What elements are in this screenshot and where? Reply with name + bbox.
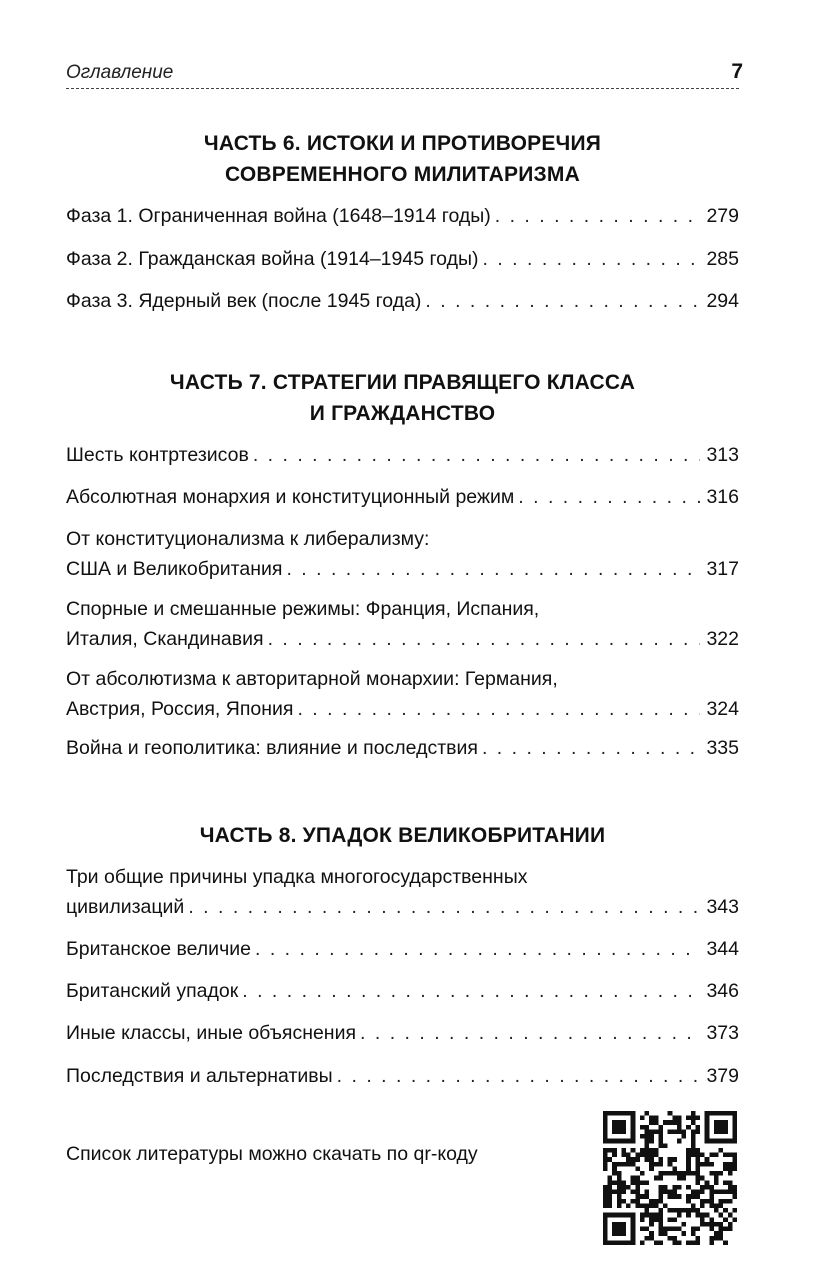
toc-entry[interactable]: [66, 286, 739, 316]
toc-entry-first-line: Спорные и смешанные режимы: Франция, Испания,: [66, 598, 540, 620]
leader-dots: [482, 733, 700, 763]
leader-dots: [495, 201, 701, 231]
qr-code-icon[interactable]: [603, 1111, 737, 1245]
leader-dots: [360, 1018, 700, 1048]
toc-entry-title: Италия, Скандинавия: [66, 628, 264, 650]
toc-entry[interactable]: [66, 733, 739, 763]
toc-entry-first-line: От конституционализма к либерализму:: [66, 528, 430, 550]
part-title-line: ЧАСТЬ 6. ИСТОКИ И ПРОТИВОРЕЧИЯ: [203, 132, 602, 155]
toc-entry-title: США и Великобритания: [66, 558, 283, 580]
toc-entry-title: цивилизаций: [66, 896, 185, 918]
toc-page-number: 324: [706, 698, 739, 720]
leader-dots: [268, 624, 701, 654]
part-7-title: [66, 367, 739, 429]
bibliography-note: Список литературы можно скачать по qr-коду: [66, 1143, 478, 1165]
toc-page-number: 343: [706, 896, 739, 918]
leader-dots: [425, 286, 700, 316]
toc-page-number: 317: [706, 558, 739, 580]
toc-entry-title: Абсолютная монархия и конституционный режим: [66, 486, 515, 508]
page-number: 7: [731, 60, 743, 83]
toc-entry-title: Австрия, Россия, Япония: [66, 698, 294, 720]
leader-dots: [297, 694, 700, 724]
toc-page-number: 279: [706, 205, 739, 227]
part-6-title: [66, 128, 739, 190]
toc-entry[interactable]: [66, 594, 739, 654]
leader-dots: [337, 1061, 701, 1091]
toc-page-number: 294: [706, 290, 739, 312]
toc-entry[interactable]: [66, 1061, 739, 1091]
toc-entry[interactable]: [66, 201, 739, 231]
toc-entry-title: Иные классы, иные объяснения: [66, 1022, 357, 1044]
leader-dots: [518, 482, 700, 512]
leader-dots: [253, 440, 701, 470]
part-title-line: СОВРЕМЕННОГО МИЛИТАРИЗМА: [225, 163, 580, 186]
toc-page-number: 313: [706, 444, 739, 466]
toc-entry-title: Фаза 3. Ядерный век (после 1945 года): [66, 290, 422, 312]
leader-dots: [242, 976, 700, 1006]
toc-entry[interactable]: [66, 934, 739, 964]
toc-page-number: 335: [706, 737, 739, 759]
toc-entry-first-line: От абсолютизма к авторитарной монархии: Германия,: [66, 668, 558, 690]
toc-entry[interactable]: [66, 664, 739, 724]
toc-entry[interactable]: [66, 862, 739, 922]
toc-page-number: 322: [706, 628, 739, 650]
toc-page-number: 316: [706, 486, 739, 508]
toc-page-number: 346: [706, 980, 739, 1002]
toc-entry[interactable]: [66, 244, 739, 274]
toc-entry-title: Последствия и альтернативы: [66, 1065, 333, 1087]
toc-entry[interactable]: [66, 440, 739, 470]
toc-page-number: 344: [706, 938, 739, 960]
toc-entry-title: Война и геополитика: влияние и последствия: [66, 737, 478, 759]
toc-entry[interactable]: [66, 482, 739, 512]
toc-entry-first-line: Три общие причины упадка многогосударственных: [66, 866, 528, 888]
leader-dots: [188, 892, 700, 922]
leader-dots: [482, 244, 700, 274]
running-title: Оглавление: [66, 62, 174, 83]
toc-entry[interactable]: [66, 524, 739, 584]
toc-entry-title: Британское величие: [66, 938, 251, 960]
toc-entry[interactable]: [66, 976, 739, 1006]
part-title-line: И ГРАЖДАНСТВО: [309, 402, 496, 425]
toc-page-number: 285: [706, 248, 739, 270]
running-header: [66, 58, 743, 89]
leader-dots: [255, 934, 700, 964]
part-8-title: [66, 820, 739, 851]
toc-entry[interactable]: [66, 1018, 739, 1048]
toc-entry-title: Британский упадок: [66, 980, 239, 1002]
toc-page-number: 379: [706, 1065, 739, 1087]
toc-entry-title: Фаза 2. Гражданская война (1914–1945 годы): [66, 248, 479, 270]
toc-page-number: 373: [706, 1022, 739, 1044]
part-title-line: ЧАСТЬ 8. УПАДОК ВЕЛИКОБРИТАНИИ: [199, 824, 606, 847]
toc-entry-title: Фаза 1. Ограниченная война (1648–1914 годы): [66, 205, 491, 227]
part-title-line: ЧАСТЬ 7. СТРАТЕГИИ ПРАВЯЩЕГО КЛАССА: [169, 371, 636, 394]
leader-dots: [286, 554, 700, 584]
toc-entry-title: Шесть контртезисов: [66, 444, 249, 466]
